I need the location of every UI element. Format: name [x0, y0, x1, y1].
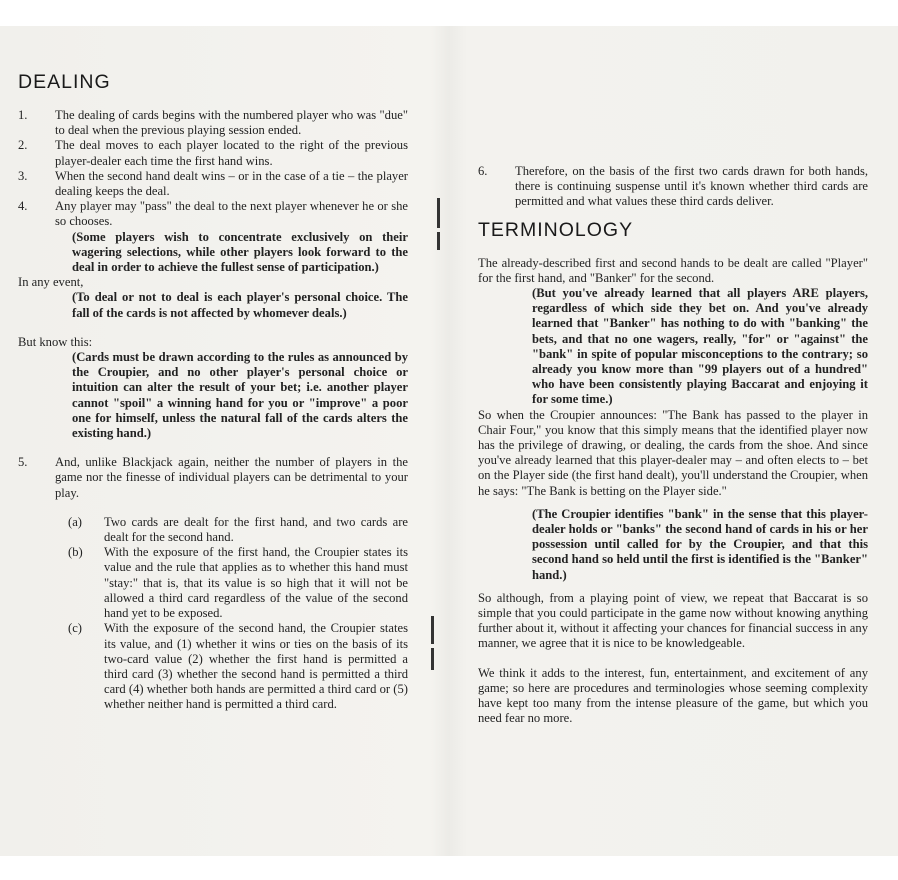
croupier-rules-note: (Cards must be drawn according to the rules as announced by the Croupier, and no other player's personal choice or intuition can alter the result of your bet; i.e. another player cannot "spoil" a winning hand for you or "improve" a poor one for himself, unless the natural fall of the cards alters the existing hand.)	[72, 350, 408, 441]
closing-paragraph: We think it adds to the interest, fun, entertainment, and excitement of any game; so here are procedures and terminologies whose seeming complexity have kept too many from the intense pleasure of the game, but which you need fear no more.	[478, 665, 868, 726]
sub-item-a: (a) Two cards are dealt for the first hand, and two cards are dealt for the second hand.	[68, 514, 408, 545]
left-page	[18, 70, 408, 713]
binding-mark-bottom-2	[431, 648, 434, 670]
croupier-paragraph: So when the Croupier announces: "The Bank has passed to the player in Chair Four," you know that this simply means that the identified player now has the privilege of drawing, or dealing, the cards from the shoe. And since you've already learned that this player-dealer may – and often elects to – bet on the Player side (the first hand dealt), you'll understand the Croupier, when he says: "The Bank is betting on the Player side."	[478, 407, 868, 498]
dealing-heading: DEALING	[18, 71, 111, 93]
list-item: 5. And, unlike Blackjack again, neither the number of players in the game nor the finesse of individual players can be detrimental to your play.	[18, 455, 408, 500]
sub-item-c: (c) With the exposure of the second hand, the Croupier states its value, and (1) whether it wins or ties on the basis of its two-card value (2) whether the first hand is permitted a third card (3) whether the second hand is permitted a third card (4) whether both hands are permitted a third card or (5) whether neither hand is permitted a third card.	[68, 621, 408, 712]
in-any-event-text: In any event,	[18, 275, 84, 290]
hands-paragraph: The already-described first and second hands to be dealt are called "Player" for the first hand, and "Banker" for the second.	[478, 255, 868, 285]
terminology-heading: TERMINOLOGY	[478, 218, 634, 241]
list-item: 6. Therefore, on the basis of the first two cards drawn for both hands, there is continuing suspense until it's known whether third cards are permitted and what values these third cards deliver.	[478, 164, 868, 209]
banker-note: (But you've already learned that all players ARE players, regardless of which side they bet on. And you've already learned that "Banker" has nothing to do with "banking" the bets, and that no one wagers, really, "for" or "against" the "bank" in spite of popular misconceptions to the contrary; so already you know more than "99 players out of a hundred" who have been consistently playing Baccarat and enjoying it for some time.)	[532, 286, 868, 407]
list-item: 4. Any player may "pass" the deal to the next player whenever he or she so chooses.	[18, 199, 408, 229]
simple-game-paragraph: So although, from a playing point of view, we repeat that Baccarat is so simple that you could participate in the game now without knowing anything further about it, without it affecting your chances for financial success in any manner, we agree that it is nice to be knowledgeable.	[478, 590, 868, 651]
list-item: 2. The deal moves to each player located to the right of the previous player-dealer each time the first hand wins.	[18, 138, 408, 168]
binding-mark-top-2	[437, 232, 440, 250]
binding-mark-top	[437, 198, 440, 228]
bank-sense-note: (The Croupier identifies "bank" in the sense that this player-dealer holds or "banks" the second hand of cards in his or her possession until called for by the Croupier, and that this second hand so held until the first is identified is the "Banker" hand.)	[532, 506, 868, 582]
list-item: 1. The dealing of cards begins with the numbered player who was "due" to deal when the previous playing session ended.	[18, 108, 408, 138]
personal-choice-note: (To deal or not to deal is each player's personal choice. The fall of the cards is not affected by whomever deals.)	[72, 290, 408, 320]
but-know-text: But know this:	[18, 334, 93, 349]
sub-item-b: (b) With the exposure of the first hand, the Croupier states its value and the rule that applies as to whether this hand must "stay:" that is, that its value is so high that it will not be allowed a third card regardless of the value of the second hand yet to be exposed.	[68, 545, 408, 621]
participation-note: (Some players wish to concentrate exclusively on their wagering selections, while other players look forward to the deal in order to achieve the fullest sense of participation.)	[72, 229, 408, 275]
right-page	[478, 164, 868, 727]
list-item: 3. When the second hand dealt wins – or in the case of a tie – the player dealing keeps the deal.	[18, 168, 408, 199]
binding-mark-bottom	[431, 616, 434, 644]
